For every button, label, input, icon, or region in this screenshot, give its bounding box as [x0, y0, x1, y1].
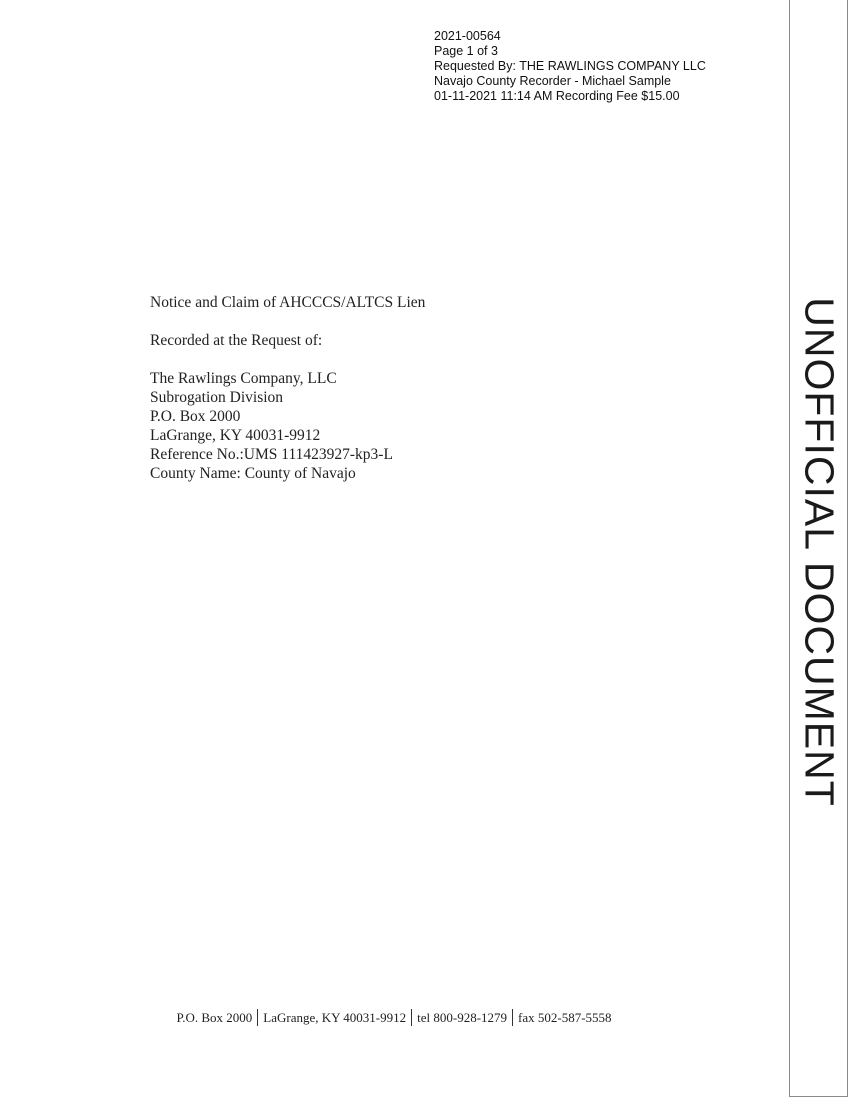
page-info: Page 1 of 3	[434, 44, 498, 58]
recording-stamp	[434, 29, 706, 104]
address-line-county: County Name: County of Navajo	[150, 465, 356, 482]
page-footer	[0, 1009, 850, 1027]
requested-by: Requested By: THE RAWLINGS COMPANY LLC	[434, 59, 706, 73]
footer-separator	[411, 1009, 412, 1026]
footer-tel: tel 800-928-1279	[417, 1010, 508, 1025]
address-line-reference: Reference No.:UMS 111423927-kp3-L	[150, 446, 393, 463]
footer-po-box: P.O. Box 2000	[176, 1010, 253, 1025]
address-line-po-box: P.O. Box 2000	[150, 408, 241, 425]
footer-separator	[512, 1009, 513, 1026]
document-title: Notice and Claim of AHCCCS/ALTCS Lien	[150, 294, 426, 311]
unofficial-watermark-text: UNOFFICIAL DOCUMENT	[796, 297, 842, 807]
unofficial-watermark-strip	[789, 0, 848, 1097]
footer-city: LaGrange, KY 40031-9912	[263, 1010, 407, 1025]
address-line-city: LaGrange, KY 40031-9912	[150, 427, 321, 444]
recording-date-fee: 01-11-2021 11:14 AM Recording Fee $15.00	[434, 89, 680, 103]
footer-fax: fax 502-587-5558	[518, 1010, 612, 1025]
footer-contact-line	[176, 1009, 611, 1027]
address-line-company: The Rawlings Company, LLC	[150, 370, 337, 387]
footer-separator	[257, 1009, 258, 1026]
address-line-division: Subrogation Division	[150, 389, 284, 406]
request-label: Recorded at the Request of:	[150, 332, 323, 349]
requester-address-block	[150, 369, 425, 483]
recorder-name: Navajo County Recorder - Michael Sample	[434, 74, 671, 88]
document-body	[150, 293, 425, 483]
document-number: 2021-00564	[434, 29, 501, 43]
